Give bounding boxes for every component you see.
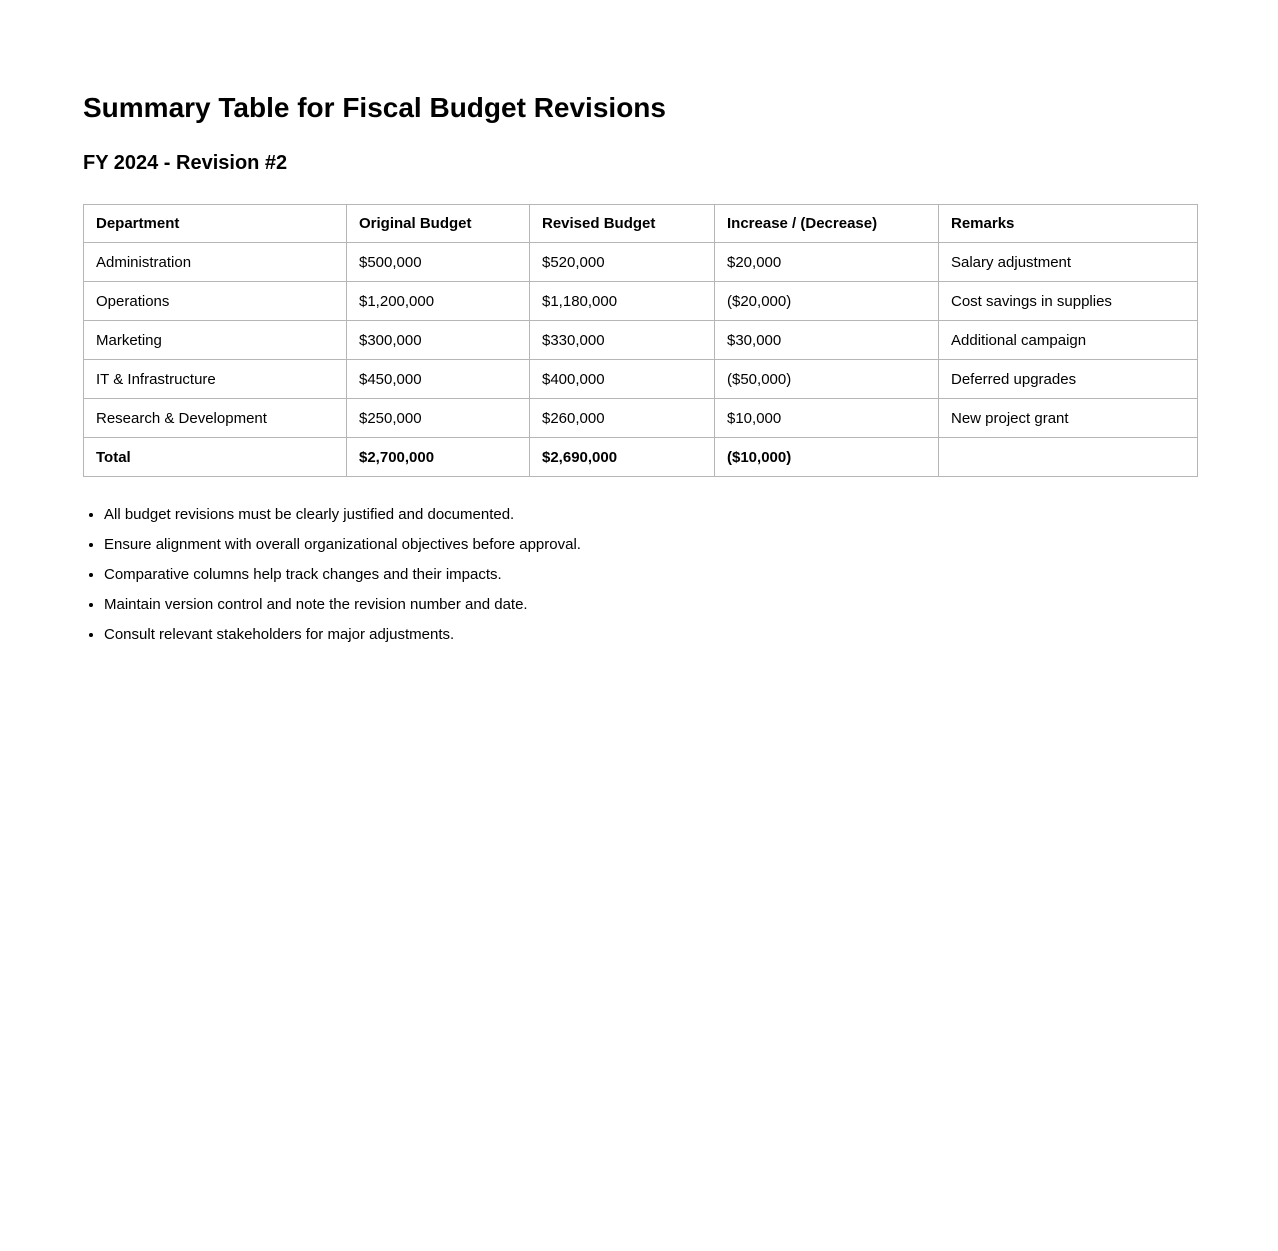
table-cell: IT & Infrastructure (84, 360, 347, 399)
table-header-row (84, 205, 1198, 243)
table-row (84, 360, 1198, 399)
table-row (84, 282, 1198, 321)
page-title: Summary Table for Fiscal Budget Revisions (83, 92, 666, 123)
budget-revisions-table (83, 204, 1198, 477)
table-cell: $1,180,000 (530, 282, 715, 321)
column-header: Original Budget (347, 205, 530, 243)
table-cell: $1,200,000 (347, 282, 530, 321)
table-cell: $400,000 (530, 360, 715, 399)
total-cell (939, 438, 1198, 477)
column-header: Department (84, 205, 347, 243)
note-item: • Consult relevant stakeholders for major adjustments. (104, 625, 1196, 644)
table-cell: ($20,000) (715, 282, 939, 321)
table-cell: $330,000 (530, 321, 715, 360)
table-cell: Marketing (84, 321, 347, 360)
total-cell: ($10,000) (715, 438, 939, 477)
notes-list (83, 505, 1196, 644)
table-cell: $450,000 (347, 360, 530, 399)
column-header: Revised Budget (530, 205, 715, 243)
table-row (84, 321, 1198, 360)
table-row (84, 399, 1198, 438)
total-row (84, 438, 1198, 477)
table-cell: $10,000 (715, 399, 939, 438)
total-cell: $2,690,000 (530, 438, 715, 477)
table-row (84, 243, 1198, 282)
table-cell: Deferred upgrades (939, 360, 1198, 399)
table-cell: $260,000 (530, 399, 715, 438)
total-cell: $2,700,000 (347, 438, 530, 477)
table-cell: $30,000 (715, 321, 939, 360)
table-cell: $20,000 (715, 243, 939, 282)
note-item: • Ensure alignment with overall organizational objectives before approval. (104, 535, 1196, 554)
table-cell: $300,000 (347, 321, 530, 360)
total-cell: Total (84, 438, 347, 477)
note-item: • All budget revisions must be clearly justified and documented. (104, 505, 1196, 524)
table-cell: Salary adjustment (939, 243, 1198, 282)
table-cell: Research & Development (84, 399, 347, 438)
column-header: Increase / (Decrease) (715, 205, 939, 243)
page-subtitle: FY 2024 - Revision #2 (83, 152, 288, 174)
table-cell: Cost savings in supplies (939, 282, 1198, 321)
table-cell: ($50,000) (715, 360, 939, 399)
column-header: Remarks (939, 205, 1198, 243)
table-cell: $500,000 (347, 243, 530, 282)
note-item: • Maintain version control and note the revision number and date. (104, 595, 1196, 614)
table-cell: New project grant (939, 399, 1198, 438)
table-cell: $520,000 (530, 243, 715, 282)
note-item: • Comparative columns help track changes and their impacts. (104, 565, 1196, 584)
table-cell: $250,000 (347, 399, 530, 438)
table-cell: Administration (84, 243, 347, 282)
table-cell: Operations (84, 282, 347, 321)
table-cell: Additional campaign (939, 321, 1198, 360)
